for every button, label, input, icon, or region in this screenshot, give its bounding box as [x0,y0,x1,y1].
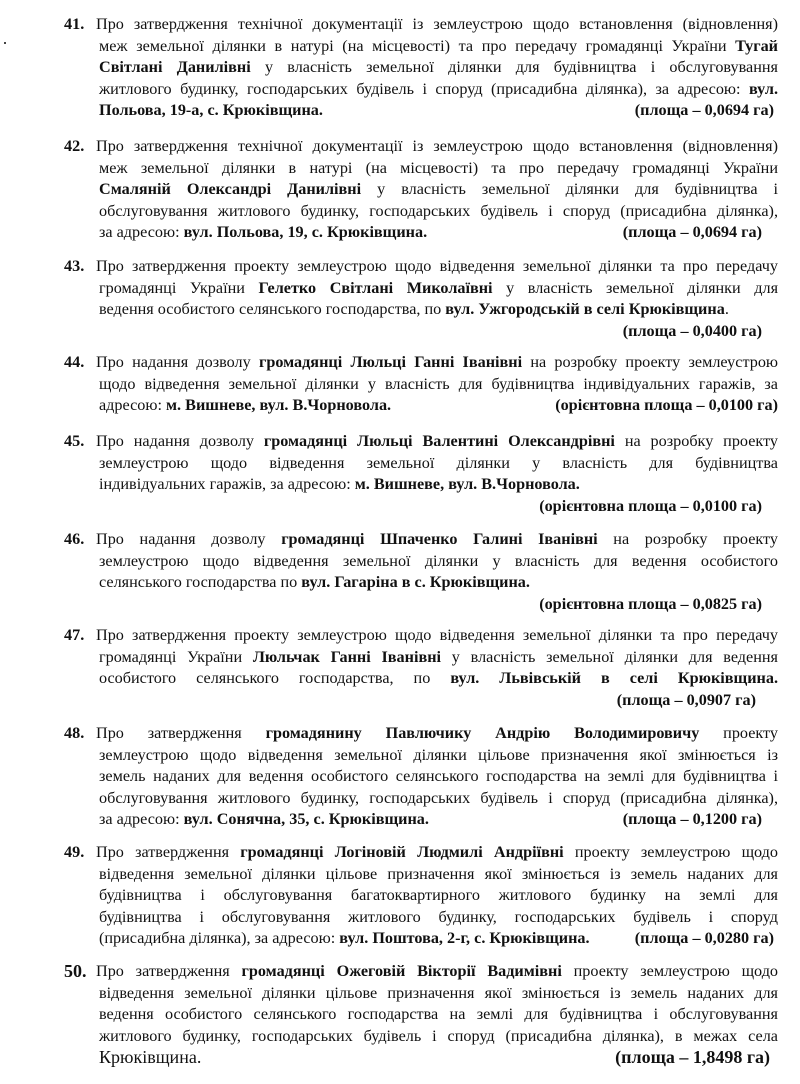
address: Польова, 19-а, с. Крюківщина. [99,101,323,119]
item-text-line: житлового будинку, господарських будівель і споруд (присадибна ділянка), в межах села [99,1026,778,1045]
area-value: (площа – 1,8498 га) [615,1047,770,1067]
item-text-line: громадянці України Гелетко Світлані Миколаївні у власність земельної ділянки для [99,278,778,297]
area-value: (площа – 0,0907 га) [616,690,756,709]
item-text-line: громадянці України Люльчак Ганні Іванівні у власність земельної ділянки для ведення [99,647,778,666]
area-value: (площа – 0,0694 га) [634,101,774,119]
agenda-item-41 [64,14,778,122]
agenda-item-47 [64,625,778,711]
item-text-line: відведення земельної ділянки цільове призначення якої змінюється із земель наданих для [99,864,778,883]
item-text-line: Про затвердження технічної документації із землеустрою щодо встановлення (відновлення) [96,137,778,155]
item-text-line: обслуговування житлового будинку, господарських будівель і споруд (присадибна ділянка), [99,788,778,807]
item-text-line [64,100,778,122]
item-text-line: Про затвердження громадянці Логіновій Людмилі Андріївні проекту землеустрою щодо [96,843,778,861]
item-text-line: Про затвердження громадянину Павлючику Андрію Володимировичу проекту [96,724,778,742]
agenda-item-45 [64,431,778,517]
item-text-line: ведення особистого селянського господарства на землі для будівництва і обслуговування [99,1005,778,1023]
agenda-item-50 [64,961,778,1071]
item-text-line: землеустрою щодо відведення земельної ділянки у власність для ведення особистого [99,551,778,570]
item-number: 48. [64,724,85,742]
item-text-line: землеустрою щодо відведення земельної ділянки цільове призначення якої змінюється із [99,745,778,764]
area-value: (орієнтовна площа – 0,0825 га) [539,594,762,613]
area-value: (площа – 0,0694 га) [622,223,762,241]
item-text-line: Про затвердження технічної документації із землеустрою щодо встановлення (відновлення) [96,15,778,33]
item-text-line: індивідуальних гаражів, за адресою: м. Вишневе, вул. В.Чорновола. [99,475,580,493]
margin-mark [4,42,6,44]
address: Крюківщина. [99,1047,202,1067]
item-text-line: Світлані Данилівні у власність земельної ділянки для будівництва і обслуговування [99,58,778,76]
area-value: (орієнтовна площа – 0,0100 га) [555,396,778,414]
item-text-line [64,1047,778,1071]
area-value: (площа – 0,0400 га) [622,321,762,340]
item-number: 42. [64,137,85,155]
item-text-line [64,496,778,518]
item-text-line [64,321,778,343]
item-text-line: житлового будинку, господарських будівель і споруд (присадибна ділянка), за адресою: вул. [99,79,778,98]
area-value: (орієнтовна площа – 0,0100 га) [539,496,762,515]
item-number: 43. [64,257,85,275]
item-text-line: Про надання дозволу громадянці Люльці Ганні Іванівні на розробку проекту землеустрою [96,353,778,371]
item-text-line: Про надання дозволу громадянці Шпаченко Галині Іванівні на розробку проекту [96,530,778,548]
item-text-line: меж земельної ділянки в натурі (на місцевості) та про передачу громадянці України Тугай [99,36,778,55]
item-text-line: Про надання дозволу громадянці Люльці Валентині Олександрівні на розробку проекту [96,432,778,450]
item-number: 46. [64,530,85,548]
item-text-line: будівництва і обслуговування багатоквартирного житлового будинку на землі для [99,886,778,904]
item-text-line: особистого селянського господарства, по вул. Львівській в селі Крюківщина. [99,669,778,687]
area-value: (площа – 0,0280 га) [634,929,774,947]
item-text-line: селянського господарства по вул. Гагаріна в с. Крюківщина. [99,573,530,591]
item-text-line: Про затвердження проекту землеустрою щодо відведення земельної ділянки та про передачу [96,257,778,275]
item-text-line: Про затвердження громадянці Ожеговій Вікторії Вадимівні проекту землеустрою щодо [96,962,778,980]
item-text-line: будівництва і обслуговування житлового будинку, господарських будівель і споруд [99,907,778,926]
agenda-item-44 [64,352,778,417]
item-number: 41. [64,15,85,33]
item-text-line: за адресою: вул. Польова, 19, с. Крюківщина. (площа – 0,0694 га) [64,222,778,244]
agenda-item-42 [64,136,778,244]
address: вул. Поштова, 2-г, с. Крюківщина. [339,929,590,947]
item-text-line: земель наданих для ведення особистого селянського господарства на землі для будівництва і [99,767,778,785]
agenda-item-48 [64,723,778,831]
address: вул. Львівській в селі Крюківщина. [450,669,778,687]
item-text-line: адресою: м. Вишневе, вул. В.Чорновола. (орієнтовна площа – 0,0100 га) [64,395,778,417]
item-number: 47. [64,626,85,644]
agenda-item-43 [64,256,778,342]
item-text-line [64,594,778,616]
address: м. Вишневе, вул. В.Чорновола. [166,396,392,414]
item-text-line: щодо відведення земельної ділянки у власність для будівництва індивідуальних гаражів, за [99,374,778,393]
item-number: 50. [64,961,87,981]
item-text-line [64,690,778,712]
item-number: 49. [64,843,85,861]
item-text-line: за адресою: вул. Сонячна, 35, с. Крюківщина. (площа – 0,1200 га) [64,809,778,831]
item-text-line: землеустрою щодо відведення земельної ділянки у власність для будівництва [99,453,778,472]
item-text-line: відведення земельної ділянки цільове призначення якої змінюється із земель наданих для [99,983,778,1002]
address: м. Вишневе, вул. В.Чорновола. [354,475,580,493]
item-text-line: Смаляній Олександрі Данилівні у власність земельної ділянки для будівництва і [99,180,778,198]
item-text-line: меж земельної ділянки в натурі (на місцевості) та про передачу громадянці України [99,158,778,177]
item-text-line: (присадибна ділянка), за адресою: вул. Поштова, 2-г, с. Крюківщина. (площа – 0,0280 га) [64,928,778,950]
item-number: 45. [64,432,85,450]
agenda-item-49 [64,842,778,950]
item-text-line: обслуговування житлового будинку, господарських будівель і споруд (присадибна ділянка), [99,201,778,220]
item-number: 44. [64,353,85,371]
agenda-item-46 [64,529,778,615]
item-text-line: Про затвердження проекту землеустрою щодо відведення земельної ділянки та про передачу [96,626,778,644]
area-value: (площа – 0,1200 га) [622,810,762,828]
address: вул. Сонячна, 35, с. Крюківщина. [183,810,429,828]
address: вул. Польова, 19, с. Крюківщина. [183,223,428,241]
address: вул. Гагаріна в с. Крюківщина. [301,573,530,591]
item-text-line: ведення особистого селянського господарства, по вул. Ужгородській в селі Крюківщина. [99,300,729,318]
